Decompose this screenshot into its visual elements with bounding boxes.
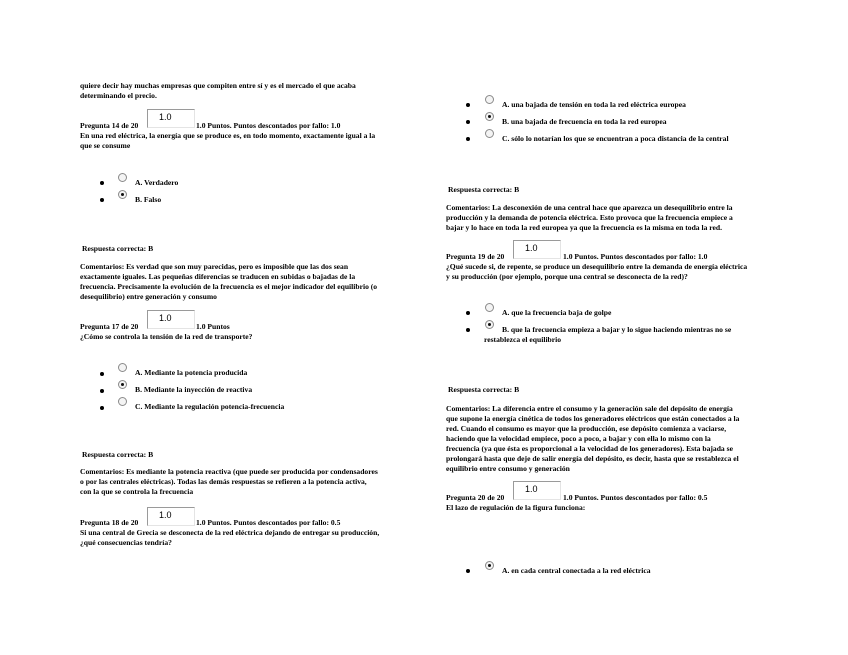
q19-points: 1.0 Puntos. Puntos descontados por fallo: 1.0 <box>563 252 708 261</box>
q17-text-1: ¿Cómo se controla la tensión de la red de transporte? <box>80 332 253 341</box>
q14-label: Pregunta 14 de 20 <box>80 121 139 130</box>
q18-option-a: A. una bajada de tensión en toda la red eléctrica europea <box>502 100 686 109</box>
q14-option-b: B. Falso <box>135 195 162 204</box>
q18-option-b: B. una bajada de frecuencia en toda la red europea <box>502 117 667 126</box>
q20-option-a-radio[interactable] <box>485 561 494 570</box>
bullet <box>466 103 470 107</box>
q17-answer: Respuesta correcta: B <box>82 450 154 459</box>
q14-comment-2: exactamente iguales. Las pequeñas diferencias se traducen en subidas o bajadas de la <box>80 272 356 281</box>
bullet <box>100 198 104 202</box>
q19-comment-3: red. Cuando el consumo es mayor que la producción, ese depósito comienza a vaciarse, <box>446 424 727 433</box>
bullet <box>466 569 470 573</box>
q20-option-a: A. en cada central conectada a la red eléctrica <box>502 566 651 575</box>
bullet <box>100 372 104 376</box>
q18-option-a-radio[interactable] <box>485 95 494 104</box>
q14-option-b-radio[interactable] <box>118 190 127 199</box>
q18-label: Pregunta 18 de 20 <box>80 518 139 527</box>
q19-answer: Respuesta correcta: B <box>448 385 520 394</box>
q20-points: 1.0 Puntos. Puntos descontados por fallo: 0.5 <box>563 493 708 502</box>
bullet <box>100 181 104 185</box>
q17-comment-2: o por las centrales eléctricas). Todas las demás respuestas se refieren a la potencia activa, <box>80 477 367 486</box>
q14-text-2: que se consume <box>80 141 131 150</box>
q14-comment-1: Comentarios: Es verdad que son muy parecidas, pero es imposible que las dos sean <box>80 262 349 271</box>
q14-comment-4: desequilibrio) entre generación y consumo <box>80 292 217 301</box>
q14-points: 1.0 Puntos. Puntos descontados por fallo: 1.0 <box>196 121 341 130</box>
q18-answer: Respuesta correcta: B <box>448 185 520 194</box>
q17-points: 1.0 Puntos <box>196 322 230 331</box>
q19-text-1: ¿Qué sucede si, de repente, se produce un desequilibrio entre la demanda de energía eléctrica <box>446 262 748 271</box>
q19-option-a-radio[interactable] <box>485 303 494 312</box>
bullet <box>466 137 470 141</box>
q18-comment-3: bajar y lo hace en toda la red europea ya que la frecuencia es la misma en toda la red. <box>446 223 723 232</box>
q17-option-a-radio[interactable] <box>118 363 127 372</box>
q14-option-a-radio[interactable] <box>118 173 127 182</box>
q18-text-2: ¿qué consecuencias tendría? <box>80 538 172 547</box>
q18-score-box[interactable]: 1.0 <box>147 507 195 526</box>
q18-option-c-radio[interactable] <box>485 129 494 138</box>
bullet <box>466 328 470 332</box>
q18-comment-1: Comentarios: La desconexión de una central hace que aparezca un desequilibrio entre la <box>446 203 733 212</box>
q19-score-box[interactable]: 1.0 <box>513 240 561 259</box>
q19-comment-4: haciendo que la velocidad empiece, poco a poco, a bajar y con ella lo mismo con la <box>446 434 711 443</box>
q20-score-box[interactable]: 1.0 <box>513 481 561 500</box>
q17-option-a: A. Mediante la potencia producida <box>135 368 248 377</box>
q20-label: Pregunta 20 de 20 <box>446 493 505 502</box>
q18-text-1: Si una central de Grecia se desconecta de la red eléctrica dejando de entregar su producción, <box>80 528 380 537</box>
q17-score-box[interactable]: 1.0 <box>147 310 195 329</box>
bullet <box>100 389 104 393</box>
q17-option-c: C. Mediante la regulación potencia-frecuencia <box>135 402 285 411</box>
q17-option-c-radio[interactable] <box>118 397 127 406</box>
q18-option-b-radio[interactable] <box>485 112 494 121</box>
q19-comment-2: que supone la energía cinética de todos los generadores eléctricos que están conectados a la <box>446 414 740 423</box>
q19-comment-1: Comentarios: La diferencia entre el consumo y la generación sale del depósito de energía <box>446 404 733 413</box>
q19-comment-5: frecuencia (ya que ésta es proporcional a la velocidad de los generadores). Esta bajada se <box>446 444 733 453</box>
q20-text-1: El lazo de regulación de la figura funciona: <box>446 503 586 512</box>
q19-option-a: A. que la frecuencia baja de golpe <box>502 308 612 317</box>
q17-option-b: B. Mediante la inyección de reactiva <box>135 385 253 394</box>
q19-text-2: y su producción (por ejemplo, porque una central se desconecta de la red)? <box>446 272 688 281</box>
intro-line-1: quiere decir hay muchas empresas que compiten entre sí y es el mercado el que acaba <box>80 81 356 90</box>
q19-comment-6: prolongará hasta que deje de salir energía del depósito, es decir, hasta que se restablezca el <box>446 454 739 463</box>
q14-comment-3: frecuencia. Precisamente la evolución de la frecuencia es el mejor indicador del equilibrio (o <box>80 282 378 291</box>
q17-label: Pregunta 17 de 20 <box>80 322 139 331</box>
q18-points: 1.0 Puntos. Puntos descontados por fallo: 0.5 <box>196 518 341 527</box>
bullet <box>466 311 470 315</box>
q19-comment-7: equilibrio entre consumo y generación <box>446 464 570 473</box>
q17-option-b-radio[interactable] <box>118 380 127 389</box>
q18-option-c: C. sólo lo notarían los que se encuentran a poca distancia de la central <box>502 134 729 143</box>
bullet <box>100 406 104 410</box>
intro-line-2: determinando el precio. <box>80 91 157 100</box>
bullet <box>466 120 470 124</box>
q14-score-box[interactable]: 1.0 <box>147 109 195 128</box>
q19-option-b-radio[interactable] <box>485 320 494 329</box>
q14-text-1: En una red eléctrica, la energía que se produce es, en todo momento, exactamente igual a la <box>80 131 376 140</box>
q19-label: Pregunta 19 de 20 <box>446 252 505 261</box>
q19-option-b-cont: restablezca el equilibrio <box>484 335 562 344</box>
q14-option-a: A. Verdadero <box>135 178 179 187</box>
q17-comment-3: con la que se controla la frecuencia <box>80 487 194 496</box>
q18-comment-2: producción y la demanda de potencia eléctrica. Esto provoca que la frecuencia empiece a <box>446 213 733 222</box>
q14-answer: Respuesta correcta: B <box>82 244 154 253</box>
q17-comment-1: Comentarios: Es mediante la potencia reactiva (que puede ser producida por condensadores <box>80 467 378 476</box>
q19-option-b: B. que la frecuencia empieza a bajar y lo sigue haciendo mientras no se <box>502 325 732 334</box>
